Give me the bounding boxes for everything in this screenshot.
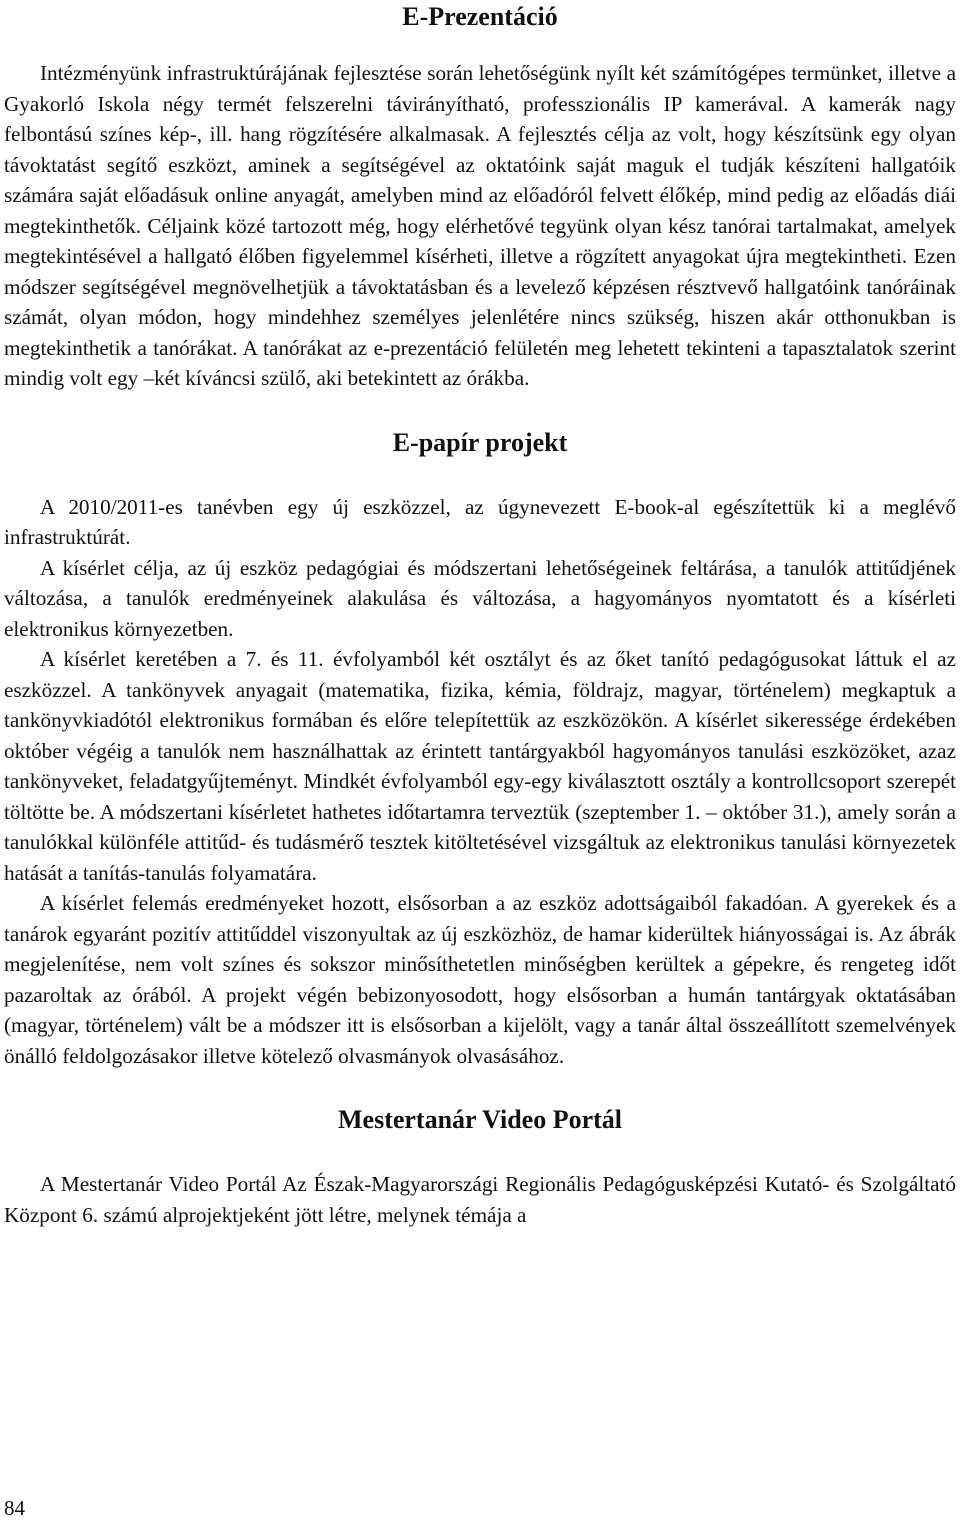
paragraph-mestertanar: A Mestertanár Video Portál Az Észak-Magyarországi Regionális Pedagógusképzési Kutató- és Szolgáltató Központ 6. számú alprojektjeként jött létre, melynek témája a [4, 1172, 956, 1227]
section-title-e-papir-projekt: E-papír projekt [392, 427, 568, 457]
paragraph-e-prezentacio: Intézményünk infrastruktúrájának fejlesztése során lehetőségünk nyílt két számítógépes termünket, illetve a Gyakorló Iskola négy termét felszerelni távirányítható, professzionális IP kamerával. A kamerák nagy felbontású színes kép-, ill. hang rögzítésére alkalmasak. A fejlesztés célja az volt, hogy készítsünk egy olyan távoktatást segítő eszközt, aminek a segítségével az oktatóink saját maguk el tudják készíteni hallgatóik számára saját előadásuk online anyagát, amelyben mind az előadóról felvett élőkép, mind pedig az előadás diái megtekinthetők. Céljaink közé tartozott még, hogy elérhetővé tegyünk olyan kész tanórai tartalmakat, amelyek megtekintésével a hallgató élőben figyelemmel kísérheti, illetve a rögzített anyagokat újra megtekintheti. Ezen módszer segítségével megnövelhetjük a távoktatásban és a levelező képzésen résztvevő hallgatóink tanóráinak számát, olyan módon, hogy mindehhez személyes jelenlétére nincs szükség, hiszen akár otthonukban is megtekinthetik a tanórákat. A tanórákat az e-prezentáció felületén meg lehetett tekinteni a tapasztalatok szerint mindig volt egy –két kíváncsi szülő, aki betekintett az órákba. [4, 61, 956, 390]
document-page [4, 0, 956, 1230]
section-title-e-prezentacio: E-Prezentáció [402, 2, 558, 31]
paragraph-e-papir-results: A kísérlet felemás eredményeket hozott, elsősorban a az eszköz adottságaiból fakadóan. A gyerekek és a tanárok egyaránt pozitív attitűddel viszonyultak az új eszközhöz, de hamar kiderültek hiányosságai is. Az ábrák megjelenítése, nem volt színes és sokszor minősíthetetlen minőségben kerültek a gépekre, és rengeteg időt pazaroltak az órából. A projekt végén bebizonyosodott, hogy elsősorban a humán tantárgyak oktatásában (magyar, történelem) vált be a módszer itt is elsősorban a kijelölt, vagy a tanár által összeállított szemelvények önálló feldolgozásakor illetve kötelező olvasmányok olvasásához. [4, 891, 956, 1068]
section-title-mestertanar-video-portal: Mestertanár Video Portál [338, 1105, 622, 1134]
paragraph-e-papir-aim: A kísérlet célja, az új eszköz pedagógiai és módszertani lehetőségeinek feltárása, a tanulók attitűdjének változása, a tanulók eredményeinek alakulása és változása, a hagyományos nyomtatott és a kísérleti elektronikus környezetben. [4, 555, 956, 641]
paragraph-e-papir-intro: A 2010/2011-es tanévben egy új eszközzel, az úgynevezett E-book-al egészítettük ki a meglévő infrastruktúrát. [4, 494, 956, 549]
page-number: 84 [4, 1496, 25, 1520]
paragraph-e-papir-experiment: A kísérlet keretében a 7. és 11. évfolyamból két osztályt és az őket tanító pedagógusokat láttuk el az eszközzel. A tankönyvek anyagait (matematika, fizika, kémia, földrajz, magyar, történelem) megkaptuk a tankönyvkiadótól elektronikus formában és előre telepítettük az eszközökön. A kísérlet sikeressége érdekében október végéig a tanulók nem használhattak az érintett tantárgyakból hagyományos tanulási eszközöket, azaz tankönyveket, feladatgyűjteményt. Mindkét évfolyamból egy-egy kiválasztott osztály a kontrollcsoport szerepét töltötte be. A módszertani kísérletet hathetes időtartamra terveztük (szeptember 1. – október 31.), amely során a tanulókkal különféle attitűd- és tudásmérő tesztek kitöltetésével vizsgáltuk az elektronikus tanulási környezetek hatását a tanítás-tanulás folyamatára. [4, 647, 956, 885]
